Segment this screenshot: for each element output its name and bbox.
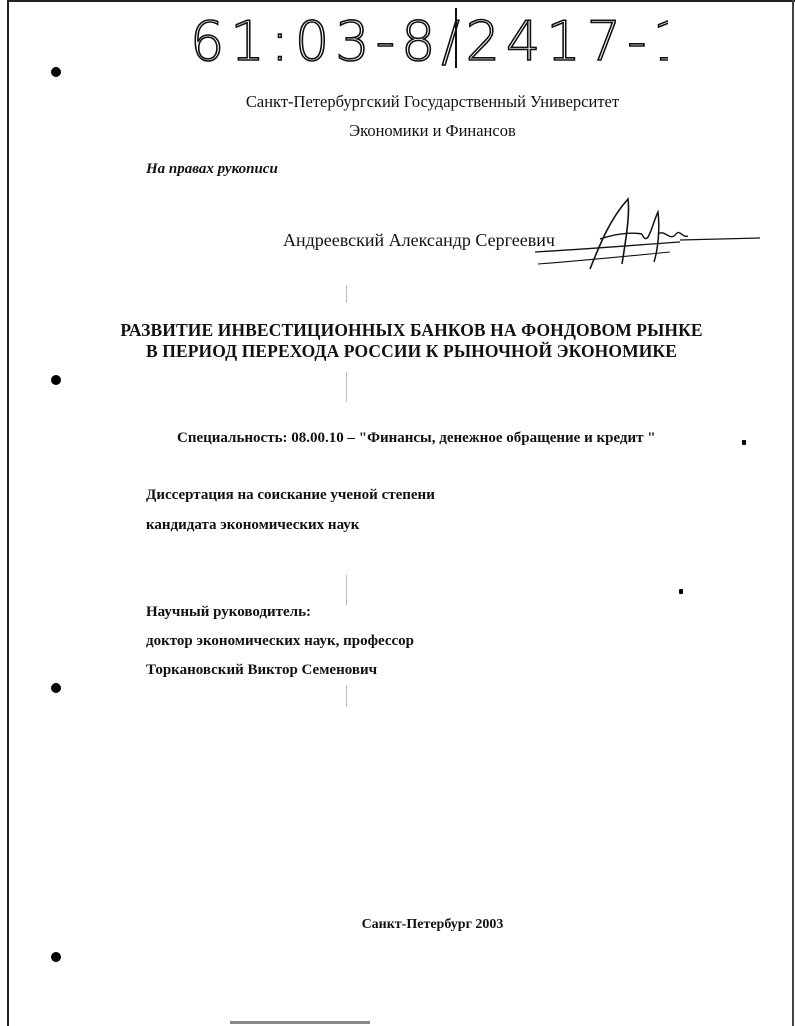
city-year: Санкт-Петербург 2003 — [361, 917, 504, 932]
scan-border-right — [792, 0, 794, 1026]
scan-fold-mark — [346, 372, 347, 402]
degree-line1: Диссертация на соискание ученой степени — [146, 487, 435, 503]
manuscript-rights-note: На правах рукописи — [146, 161, 278, 177]
scan-speck — [679, 589, 683, 594]
punch-hole-icon — [51, 683, 61, 693]
dissertation-title-line2: В ПЕРИОД ПЕРЕХОДА РОССИИ К РЫНОЧНОЙ ЭКОНОМИКЕ — [146, 341, 677, 361]
punch-hole-icon — [51, 67, 61, 77]
handwritten-code-text: 61:03-8/2417-1 — [190, 10, 668, 70]
author-name: Андреевский Александр Сергеевич — [283, 230, 555, 250]
dissertation-title-line1: РАЗВИТИЕ ИНВЕСТИЦИОННЫХ БАНКОВ НА ФОНДОВОМ РЫНКЕ — [120, 320, 703, 340]
scan-speck — [742, 440, 746, 445]
university-name-line1: Санкт-Петербургский Государственный Университет — [245, 92, 620, 111]
university-name-line2: Экономики и Финансов — [349, 121, 516, 140]
advisor-label: Научный руководитель: — [146, 604, 311, 620]
scan-border-bottom-shadow — [230, 1021, 370, 1024]
signature-icon — [530, 194, 760, 274]
degree-line2: кандидата экономических наук — [146, 517, 360, 533]
scan-fold-mark — [346, 285, 347, 303]
handwritten-code-drawing — [188, 4, 668, 70]
punch-hole-icon — [51, 952, 61, 962]
scan-fold-mark — [346, 685, 347, 707]
scan-border-left — [7, 0, 9, 1026]
punch-hole-icon — [51, 375, 61, 385]
handwritten-archive-code — [188, 4, 668, 70]
advisor-name: Торкановский Виктор Семенович — [146, 662, 378, 678]
scan-border-top — [7, 0, 795, 2]
specialty-line: Специальность: 08.00.10 – "Финансы, денежное обращение и кредит " — [177, 430, 656, 446]
advisor-title: доктор экономических наук, профессор — [146, 633, 415, 649]
scan-fold-mark — [346, 575, 347, 605]
